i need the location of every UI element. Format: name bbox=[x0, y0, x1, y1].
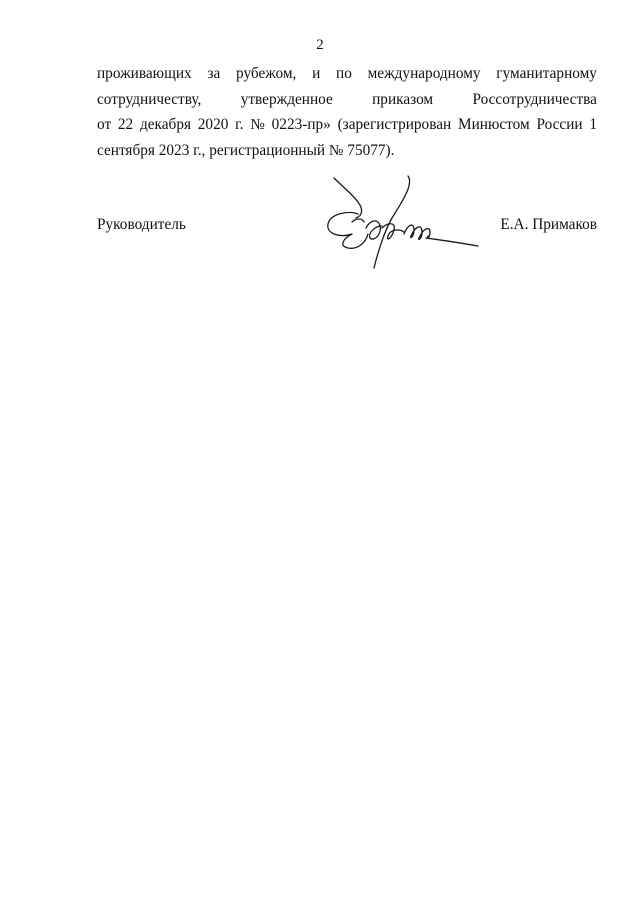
word: Минюстом bbox=[457, 116, 530, 133]
word: Россотрудничества bbox=[472, 90, 597, 108]
word: гуманитарному bbox=[496, 65, 597, 82]
word: и bbox=[312, 65, 321, 82]
word: декабря bbox=[139, 116, 191, 133]
text-line-2 bbox=[97, 87, 597, 113]
word: г. bbox=[235, 116, 244, 133]
handwritten-signature bbox=[322, 172, 482, 272]
word: (зарегистрирован bbox=[337, 116, 452, 133]
word: рубежом, bbox=[236, 65, 297, 82]
word: сотрудничеству, bbox=[97, 90, 202, 108]
signatory-name: Е.А. Примаков bbox=[500, 216, 597, 233]
word: утвержденное bbox=[240, 90, 333, 108]
word: приказом bbox=[372, 90, 434, 108]
text-line-1 bbox=[97, 61, 597, 87]
position-title: Руководитель bbox=[97, 216, 186, 233]
word: по bbox=[336, 65, 352, 82]
word: России bbox=[536, 116, 583, 133]
word: проживающих bbox=[97, 65, 192, 82]
word: № bbox=[250, 116, 265, 133]
word: 22 bbox=[117, 116, 134, 133]
word: международному bbox=[367, 65, 481, 82]
page-number: 2 bbox=[316, 37, 324, 53]
word: за bbox=[207, 65, 221, 82]
text-line-3 bbox=[97, 112, 597, 138]
word: от bbox=[97, 116, 112, 133]
word: 1 bbox=[589, 116, 597, 133]
body-text bbox=[97, 61, 597, 163]
word: 2020 bbox=[197, 116, 229, 133]
text-line-4: сентября 2023 г., регистрационный № 75077). bbox=[97, 141, 395, 159]
word: 0223-пр» bbox=[271, 116, 331, 133]
